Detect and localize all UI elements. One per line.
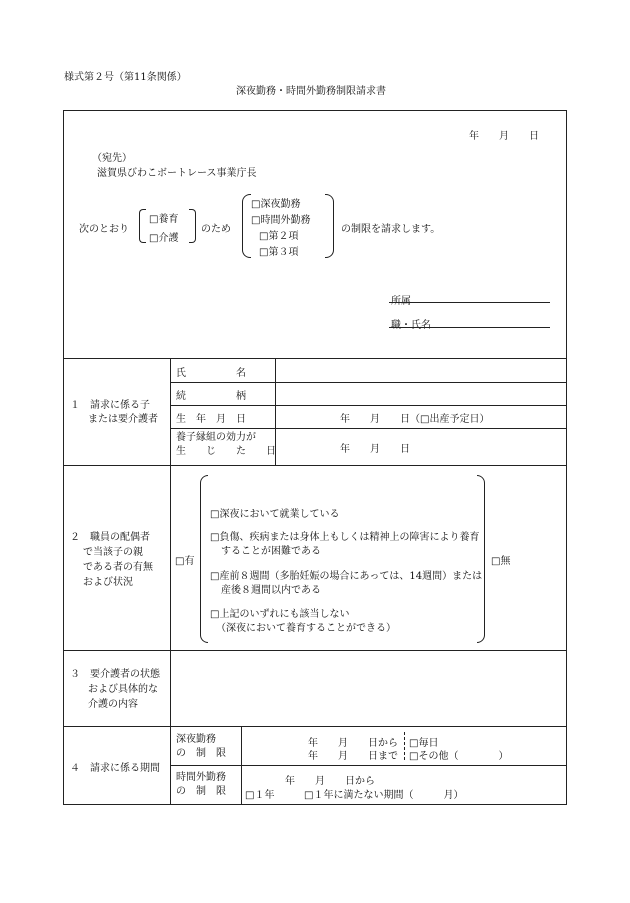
divider (63, 726, 567, 727)
section1-label: １ 請求に係る子 または要介護者 (70, 400, 158, 425)
reason-childcare-checkbox[interactable]: □養育 (149, 214, 179, 225)
overtime-partial-checkbox[interactable]: □１年に満たない期間（ 月） (304, 790, 464, 801)
paragraph-2-checkbox[interactable]: □第２項 (259, 231, 299, 242)
spouse-no-checkbox[interactable]: □無 (491, 556, 511, 567)
section2-label: ２ 職員の配偶者 で当該子の親 である者の有無 および状況 (70, 532, 153, 588)
divider (63, 465, 567, 466)
for-label: のため (201, 224, 231, 235)
divider (170, 726, 171, 805)
divider (170, 405, 567, 406)
reason-nursing-checkbox[interactable]: □介護 (149, 233, 179, 244)
night-everyday-checkbox[interactable]: □毎日 (409, 738, 439, 749)
right-bracket (189, 209, 196, 243)
left-bracket (139, 209, 146, 243)
document-title: 深夜勤務・時間外勤務制限請求書 (236, 86, 386, 97)
name-field[interactable] (389, 327, 550, 328)
addressee-label: （宛先） (92, 153, 132, 164)
divider (170, 358, 171, 465)
child-name-label: 氏 名 (176, 368, 246, 379)
divider (63, 358, 567, 359)
divider (170, 428, 567, 429)
divider (63, 650, 567, 651)
right-bracket (325, 194, 334, 258)
request-suffix: の制限を請求します。 (341, 224, 441, 235)
right-bracket (477, 475, 485, 643)
divider (170, 382, 567, 383)
type-night-checkbox[interactable]: □深夜勤務 (251, 199, 301, 210)
nursing-details-field[interactable] (172, 652, 564, 724)
left-bracket (200, 475, 208, 643)
birthdate-field[interactable]: 年 月 日（□出産予定日） (340, 414, 490, 425)
night-limit-label: 深夜勤務 の 制 限 (176, 734, 226, 759)
adoption-label: 養子縁組の効力が 生 じ た 日 (176, 432, 276, 457)
status-item-1[interactable]: □深夜において就業している (210, 509, 340, 520)
birthdate-label: 生 年 月 日 (176, 414, 246, 425)
status-item-4[interactable]: □上記のいずれにも該当しない （深夜において養育することができる） (210, 609, 396, 634)
adoption-date-field[interactable]: 年 月 日 (340, 444, 410, 455)
divider (170, 650, 171, 726)
divider (170, 465, 171, 650)
type-overtime-checkbox[interactable]: □時間外勤務 (251, 215, 311, 226)
overtime-limit-label: 時間外勤務 の 制 限 (176, 772, 226, 797)
divider (404, 732, 405, 760)
request-prefix: 次のとおり (79, 224, 129, 235)
overtime-one-year-checkbox[interactable]: □１年 (245, 790, 275, 801)
addressee: 滋賀県びわこボートレース事業庁長 (97, 168, 257, 179)
paragraph-3-checkbox[interactable]: □第３項 (259, 247, 299, 258)
status-item-2[interactable]: □負傷、疾病または身体上もしくは精神上の障害により養育 することが困難である (210, 532, 480, 557)
overtime-from-field[interactable]: 年 月 日から (285, 776, 375, 787)
status-item-3[interactable]: □産前８週間（多胎妊娠の場合にあっては、14週間）または 産後８週間以内である (210, 571, 483, 596)
left-bracket (242, 194, 251, 258)
form-number: 様式第２号（第11条関係） (64, 72, 187, 83)
divider (170, 765, 567, 766)
section4-label: ４ 請求に係る期間 (70, 763, 160, 774)
department-label: 所属 (391, 296, 411, 307)
divider (241, 726, 242, 805)
date-line: 年 月 日 (469, 131, 539, 142)
section3-label: ３ 要介護者の状態 および具体的な 介護の内容 (70, 669, 160, 710)
night-to-field[interactable]: 年 月 日まで (308, 751, 398, 762)
name-label: 職・氏名 (391, 320, 431, 331)
relation-label: 続 柄 (176, 391, 246, 402)
spouse-yes-checkbox[interactable]: □有 (175, 556, 195, 567)
night-from-field[interactable]: 年 月 日から (308, 738, 398, 749)
department-field[interactable] (389, 302, 550, 303)
night-other-checkbox[interactable]: □その他（ ） (409, 751, 509, 762)
